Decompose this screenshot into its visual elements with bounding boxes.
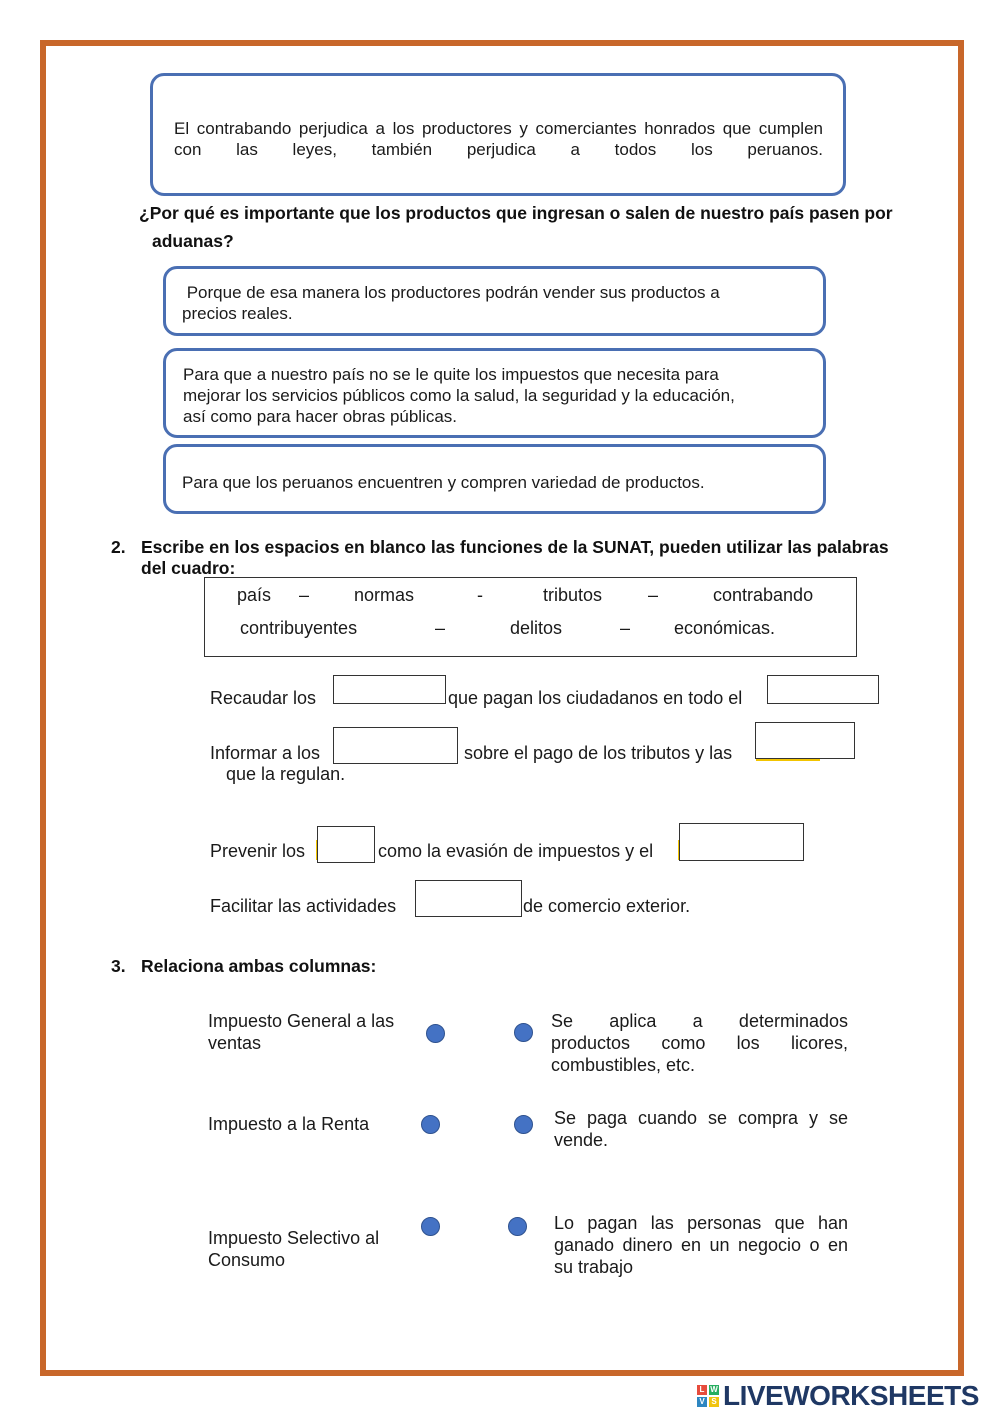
left-item-2-line1: Impuesto a la Renta (208, 1114, 370, 1134)
sentence-4-part-b: de comercio exterior. (523, 896, 691, 916)
sentence-3-part-a: Prevenir los (210, 841, 306, 861)
blank-7-input[interactable] (415, 880, 522, 917)
option-1-line2: precios reales. (182, 304, 293, 323)
right-item-2-line1: Se paga cuando se compra y se (554, 1108, 848, 1128)
option-box-1[interactable] (163, 266, 826, 336)
right-item-2 (554, 1107, 848, 1151)
sentence-2-part-a: Informar a los (210, 743, 321, 763)
option-box-3[interactable] (163, 444, 826, 514)
section-2-line1: Escribe en los espacios en blanco las funciones de la SUNAT, pueden utilizar las palabras (141, 537, 889, 557)
blank-1-input[interactable] (333, 675, 446, 704)
blank-6-input[interactable] (679, 823, 804, 861)
blank-3-input[interactable] (333, 727, 458, 764)
option-2-line3: así como para hacer obras públicas. (183, 407, 458, 426)
left-item-3-line1: Impuesto Selectivo al (208, 1228, 380, 1248)
word-contribuyentes: contribuyentes (240, 618, 358, 638)
right-item-1-line2: productos como los licores, (551, 1033, 848, 1053)
word-dash-5: – (620, 618, 631, 638)
highlight-mark (756, 759, 820, 761)
right-item-3 (554, 1212, 848, 1278)
right-dot-1[interactable] (514, 1023, 533, 1042)
section-3-title: Relaciona ambas columnas: (141, 956, 377, 976)
question-1-line1: ¿Por qué es importante que los productos que ingresan o salen de nuestro país pasen por (139, 203, 893, 223)
option-3-line1: Para que los peruanos encuentren y compren variedad de productos. (182, 473, 705, 492)
word-delitos: delitos (510, 618, 563, 638)
section-2-number: 2. (111, 537, 126, 557)
option-2-line1: Para que a nuestro país no se le quite los impuestos que necesita para (183, 365, 719, 384)
question-1-line2: aduanas? (152, 231, 234, 251)
sentence-1-part-a: Recaudar los (210, 688, 317, 708)
logo-tile-l: L (697, 1385, 707, 1395)
logo-tile-w: W (710, 1385, 718, 1394)
left-item-2 (208, 1113, 369, 1135)
left-item-1-line1: Impuesto General a las (208, 1011, 395, 1031)
brand-name: LIVEWORKSHEETS (723, 1380, 979, 1411)
brand-logo[interactable] (697, 1380, 979, 1412)
option-box-2[interactable] (163, 348, 826, 438)
word-dash-1: – (299, 585, 310, 605)
sentence-1-part-b: que pagan los ciudadanos en todo el (448, 688, 743, 708)
right-item-3-line2: ganado dinero en un negocio o en (554, 1235, 848, 1255)
right-item-2-line2: vende. (554, 1130, 609, 1150)
left-item-1-line2: ventas (208, 1033, 262, 1053)
sentence-2-part-c: que la regulan. (226, 764, 346, 784)
right-item-3-line3: su trabajo (554, 1257, 634, 1277)
sentence-2-part-b: sobre el pago de los tributos y las (464, 743, 733, 763)
right-item-3-line1: Lo pagan las personas que han (554, 1213, 848, 1233)
section-3-number: 3. (111, 956, 126, 976)
word-economicas: económicas. (674, 618, 776, 638)
left-item-1 (208, 1010, 394, 1054)
sentence-3-part-b: como la evasión de impuestos y el (378, 841, 654, 861)
blank-5-input[interactable] (317, 826, 375, 863)
section-2-line2: del cuadro: (141, 558, 236, 578)
option-2-line2: mejorar los servicios públicos como la salud, la seguridad y la educación, (183, 386, 735, 405)
right-item-1 (551, 1010, 848, 1076)
logo-tile-s: S (709, 1397, 719, 1407)
option-1-line1: Porque de esa manera los productores podrán vender sus productos a (182, 283, 720, 302)
word-pais: país (237, 585, 272, 605)
right-dot-2[interactable] (514, 1115, 533, 1134)
sentence-4-part-a: Facilitar las actividades (210, 896, 397, 916)
word-tributos: tributos (543, 585, 603, 605)
word-contrabando: contrabando (713, 585, 814, 605)
word-normas: normas (354, 585, 415, 605)
word-dash-4: – (435, 618, 446, 638)
right-item-1-line3: combustibles, etc. (551, 1055, 696, 1075)
statement-text: El contrabando perjudica a los productores y comerciantes honrados que cumplen con las leyes, también perjudica a todos los peruanos. (174, 119, 823, 159)
logo-tile-v: V (697, 1397, 707, 1407)
blank-2-input[interactable] (767, 675, 879, 704)
word-dash-3: – (648, 585, 659, 605)
right-item-1-line1: Se aplica a determinados (551, 1011, 848, 1031)
left-item-3-line2: Consumo (208, 1250, 286, 1270)
liveworksheets-logo-icon (697, 1385, 719, 1407)
left-dot-2[interactable] (421, 1115, 440, 1134)
left-item-3 (208, 1227, 379, 1271)
left-dot-3[interactable] (421, 1217, 440, 1236)
blank-4-input[interactable] (755, 722, 855, 759)
right-dot-3[interactable] (508, 1217, 527, 1236)
left-dot-1[interactable] (426, 1024, 445, 1043)
statement-box (150, 73, 846, 196)
word-dash-2: - (477, 585, 483, 605)
